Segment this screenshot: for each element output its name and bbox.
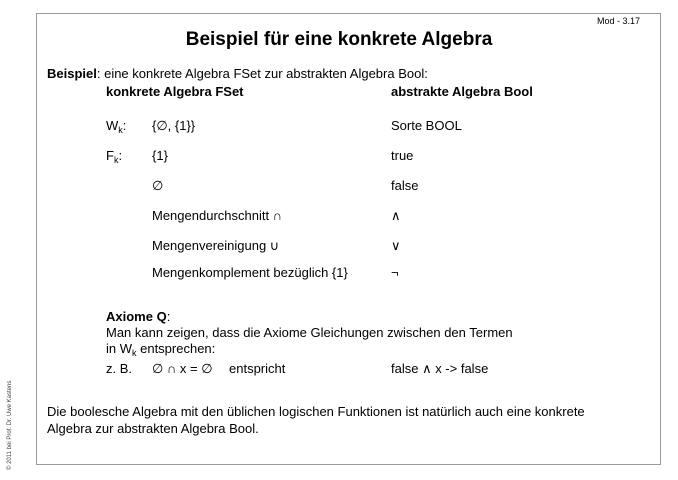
axioms-line2: in $W_k$ entsprechen:: [106, 341, 216, 358]
row-concrete: ∅: [152, 178, 164, 193]
wk-value: {∅, {1}}: [152, 118, 196, 133]
page-title: Beispiel für eine konkrete Algebra: [185, 29, 493, 50]
row-concrete: {1}: [152, 148, 168, 163]
row-abstract: ∧: [391, 208, 401, 223]
axioms-line1: Man kann zeigen, dass die Axiome Gleichungen zwischen den Termen: [106, 325, 513, 340]
slide-id: Mod - 3.17: [597, 16, 641, 26]
row-abstract: ¬: [391, 265, 399, 280]
example-abstract: false ∧ x -> false: [391, 361, 489, 376]
header-abstract: abstrakte Algebra Bool: [391, 84, 533, 99]
row-concrete: Mengenvereinigung ∪: [152, 238, 280, 253]
closing-line1: Die boolesche Algebra mit den üblichen logischen Funktionen ist natürlich auch eine konkrete: [47, 404, 585, 419]
wk-label: $W_k$:: [106, 118, 127, 135]
row-concrete: Mengendurchschnitt ∩: [152, 208, 283, 223]
axioms-heading: Axiome Q:: [106, 309, 171, 324]
intro-line: [47, 66, 428, 81]
closing-line2: Algebra zur abstrakten Algebra Bool.: [47, 421, 259, 436]
example-word: entspricht: [229, 361, 286, 376]
row-abstract: false: [391, 178, 419, 193]
wk-abstract: Sorte BOOL: [391, 118, 462, 133]
row-abstract: true: [391, 148, 414, 163]
copyright-note: © 2011 bei Prof. Dr. Uwe Kastens: [7, 380, 13, 470]
intro-bold: Beispiel: [47, 66, 97, 81]
example-equation: ∅ ∩ x = ∅: [152, 361, 213, 376]
header-concrete: konkrete Algebra FSet: [106, 84, 244, 99]
intro-text: : eine konkrete Algebra FSet zur abstrakten Algebra Bool:: [96, 66, 428, 81]
example-prefix: z. B.: [106, 361, 133, 376]
fk-label: $F_k$:: [106, 148, 123, 165]
row-concrete: Mengenkomplement bezüglich {1}: [152, 265, 348, 280]
row-abstract: ∨: [391, 238, 401, 253]
